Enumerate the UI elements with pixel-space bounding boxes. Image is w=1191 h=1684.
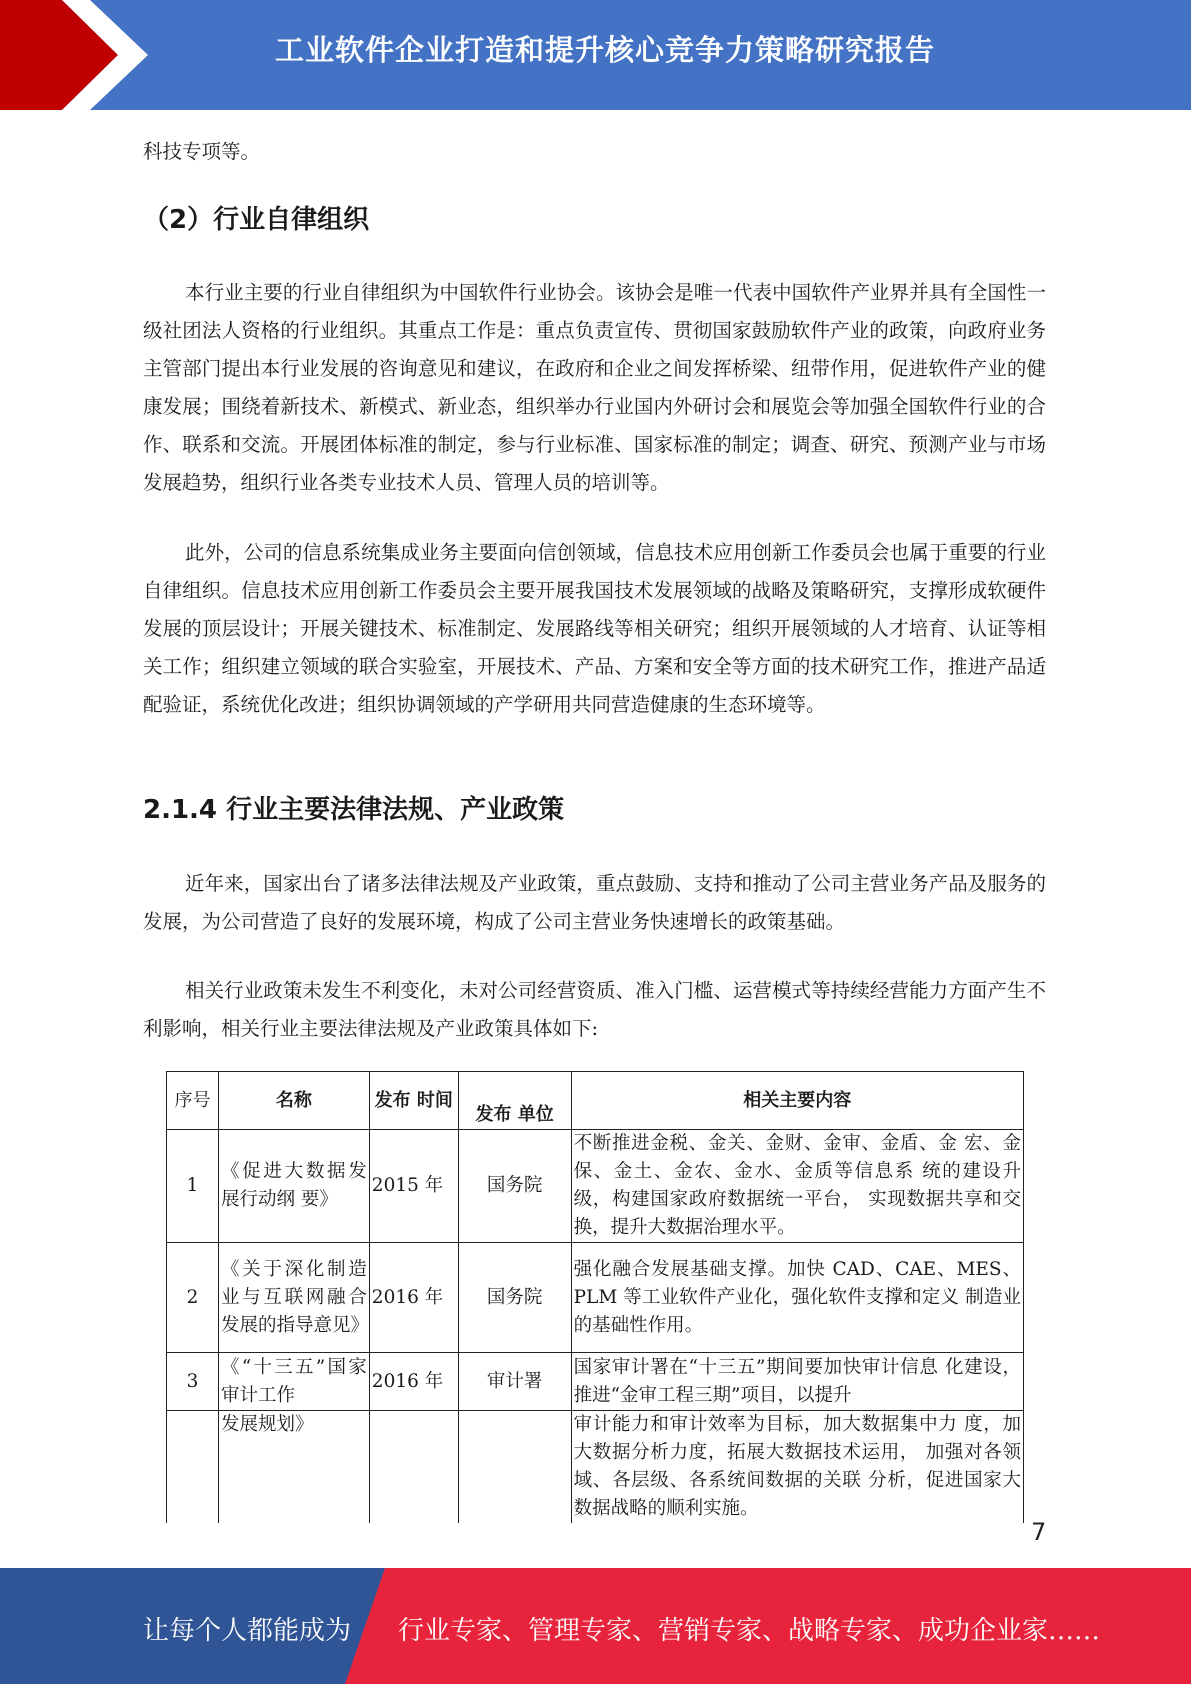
row-time: 2015 年 xyxy=(369,1130,458,1243)
row-time: 2016 年 xyxy=(369,1243,458,1353)
paragraph-xinchuang: 此外，公司的信息系统集成业务主要面向信创领域，信息技术应用创新工作委员会也属于重要的行业自律组织。信息技术应用创新工作委员会主要开展我国技术发展领域的战略及策略研究，支撑形成软硬件发展的顶层设计；开展关键技术、标准制定、发展路线等相关研究；组织开展领域的人才培育、认证等相关工作；组织建立领域的联合实验室，开展技术、产品、方案和安全等方面的技术研究工作，推进产品适配验证，系统优化改进；组织协调领域的产学研用共同营造健康的生态环境等。 xyxy=(143,541,1046,716)
row-content: 国家审计署在“十三五”期间要加快审计信息 化建设，推进“金审工程三期”项目，以提升 xyxy=(571,1353,1023,1411)
paragraph-association: 本行业主要的行业自律组织为中国软件行业协会。该协会是唯一代表中国软件产业界并具有全国性一级社团法人资格的行业组织。其重点工作是：重点负责宣传、贯彻国家鼓励软件产业的政策，向政府业务主管部门提出本行业发展的咨询意见和建议，在政府和企业之间发挥桥梁、纽带作用，促进软件产业的健康发展；围绕着新技术、新模式、新业态，组织举办行业国内外研讨会和展览会等加强全国软件行业的合作、联系和交流。开展团体标准的制定，参与行业标准、国家标准的制定；调查、研究、预测产业与市场发展趋势，组织行业各类专业技术人员、管理人员的培训等。 xyxy=(143,281,1046,494)
row-name: 《关于深化制造业与互联网融合发展的指导意见》 xyxy=(218,1243,369,1353)
table-row xyxy=(167,1353,1024,1411)
row-seq xyxy=(167,1411,219,1524)
row-seq: 3 xyxy=(167,1353,219,1411)
row-name: 发展规划》 xyxy=(218,1411,369,1524)
row-unit: 国务院 xyxy=(458,1130,571,1243)
footer-slogan-left: 让每个人都能成为 xyxy=(143,1616,352,1646)
row-unit: 审计署 xyxy=(458,1353,571,1411)
header-time: 发布 时间 xyxy=(369,1072,458,1130)
page-header xyxy=(0,0,1191,110)
row-content: 不断推进金税、金关、金财、金审、金盾、金 宏、金保、金土、金农、金水、金质等信息系 统的建设升级，构建国家政府数据统一平台， 实现数据共享和交换，提升大数据治理水平。 xyxy=(571,1130,1023,1243)
header-content: 相关主要内容 xyxy=(571,1072,1023,1130)
row-unit: 国务院 xyxy=(458,1243,571,1353)
header-unit: 发布 单位 xyxy=(458,1072,571,1130)
table-header-row xyxy=(167,1072,1024,1130)
page-footer xyxy=(0,1568,1191,1684)
row-seq: 1 xyxy=(167,1130,219,1243)
row-seq: 2 xyxy=(167,1243,219,1353)
policy-table xyxy=(166,1071,1024,1523)
header-name: 名称 xyxy=(218,1072,369,1130)
row-name: 《“十三五”国家审计工作 xyxy=(218,1353,369,1411)
table-row xyxy=(167,1243,1024,1353)
report-title: 工业软件企业打造和提升核心竞争力策略研究报告 xyxy=(275,33,936,67)
footer-slogan-right: 行业专家、管理专家、营销专家、战略专家、成功企业家…… xyxy=(398,1616,1101,1646)
row-time xyxy=(369,1411,458,1524)
row-name: 《促进大数据发展行动纲 要》 xyxy=(218,1130,369,1243)
row-time: 2016 年 xyxy=(369,1353,458,1411)
table-row-continued xyxy=(167,1411,1024,1524)
table-row xyxy=(167,1130,1024,1243)
section-heading-self-regulatory: （2）行业自律组织 xyxy=(143,205,370,235)
page-number: 7 xyxy=(1031,1518,1047,1546)
row-content: 审计能力和审计效率为目标，加大数据集中力 度，加大数据分析力度，拓展大数据技术运用， 加强对各领域、各层级、各系统间数据的关联 分析，促进国家大数据战略的顺利实施。 xyxy=(571,1411,1023,1524)
paragraph-continued: 科技专项等。 xyxy=(143,140,261,163)
paragraph-policy-intro: 近年来，国家出台了诸多法律法规及产业政策，重点鼓励、支持和推动了公司主营业务产品及服务的发展，为公司营造了良好的发展环境，构成了公司主营业务快速增长的政策基础。 xyxy=(143,872,1046,933)
section-heading-laws-policies: 2.1.4 行业主要法律法规、产业政策 xyxy=(143,795,565,825)
paragraph-policy-list-intro: 相关行业政策未发生不利变化，未对公司经营资质、准入门槛、运营模式等持续经营能力方面产生不利影响，相关行业主要法律法规及产业政策具体如下: xyxy=(143,979,1046,1040)
header-seq: 序号 xyxy=(167,1072,219,1130)
row-content: 强化融合发展基础支撑。加快 CAD、CAE、MES、PLM 等工业软件产业化，强化软件支撑和定义 制造业的基础性作用。 xyxy=(571,1243,1023,1353)
row-unit xyxy=(458,1411,571,1524)
